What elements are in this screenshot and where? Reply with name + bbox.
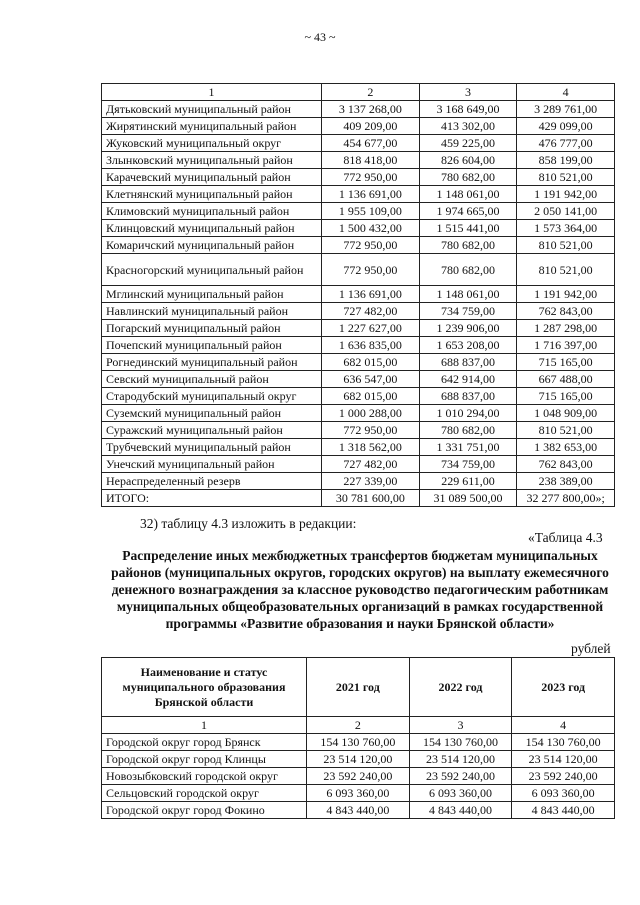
amount-cell: 772 950,00: [322, 169, 420, 186]
amount-cell: 23 592 240,00: [307, 768, 410, 785]
amount-cell: 818 418,00: [322, 152, 420, 169]
table-row: [102, 220, 615, 237]
municipality-name: Клинцовский муниципальный район: [102, 220, 322, 237]
column-number: 4: [517, 84, 615, 101]
table-row: [102, 490, 615, 507]
amount-cell: 1 955 109,00: [322, 203, 420, 220]
amount-cell: 3 289 761,00: [517, 101, 615, 118]
amount-cell: 154 130 760,00: [512, 734, 615, 751]
amount-cell: 23 514 120,00: [512, 751, 615, 768]
table-row: [102, 254, 615, 286]
amount-cell: 3 168 649,00: [419, 101, 517, 118]
amount-cell: 762 843,00: [517, 456, 615, 473]
amount-cell: 762 843,00: [517, 303, 615, 320]
amount-cell: 1 148 061,00: [419, 186, 517, 203]
amount-cell: 772 950,00: [322, 422, 420, 439]
municipality-name: Красногорский муниципальный район: [102, 254, 322, 286]
column-number: 3: [419, 84, 517, 101]
amount-cell: 727 482,00: [322, 303, 420, 320]
amount-cell: 810 521,00: [517, 237, 615, 254]
amount-cell: 1 500 432,00: [322, 220, 420, 237]
municipality-name: Городской округ город Фокино: [102, 802, 307, 819]
amount-cell: 826 604,00: [419, 152, 517, 169]
municipality-name: Рогнединский муниципальный район: [102, 354, 322, 371]
municipality-name: Трубчевский муниципальный район: [102, 439, 322, 456]
table-row: [102, 473, 615, 490]
table-row: [102, 118, 615, 135]
amount-cell: 476 777,00: [517, 135, 615, 152]
amount-cell: 682 015,00: [322, 388, 420, 405]
amount-cell: 6 093 360,00: [512, 785, 615, 802]
municipality-name: Суземский муниципальный район: [102, 405, 322, 422]
municipality-name: Стародубский муниципальный округ: [102, 388, 322, 405]
amount-cell: 772 950,00: [322, 254, 420, 286]
amount-cell: 1 191 942,00: [517, 286, 615, 303]
table-row: [102, 456, 615, 473]
instruction-text: 32) таблицу 4.3 изложить в редакции:: [140, 516, 357, 531]
municipality-name: Дятьковский муниципальный район: [102, 101, 322, 118]
municipality-name: Климовский муниципальный район: [102, 203, 322, 220]
municipality-name: Севский муниципальный район: [102, 371, 322, 388]
municipality-name: Погарский муниципальный район: [102, 320, 322, 337]
table-row: [102, 286, 615, 303]
table-row: [102, 337, 615, 354]
column-header: 2021 год: [307, 658, 410, 717]
municipality-name: Новозыбковский городской округ: [102, 768, 307, 785]
amount-cell: 154 130 760,00: [409, 734, 512, 751]
amount-cell: 780 682,00: [419, 254, 517, 286]
column-header: 2022 год: [409, 658, 512, 717]
amount-cell: 4 843 440,00: [307, 802, 410, 819]
amount-cell: 1 136 691,00: [322, 186, 420, 203]
amount-cell: 810 521,00: [517, 422, 615, 439]
amount-cell: 734 759,00: [419, 303, 517, 320]
table-row: [102, 405, 615, 422]
table-row: [102, 320, 615, 337]
table-row: [102, 802, 615, 819]
table-row: [102, 169, 615, 186]
amount-cell: 1 239 906,00: [419, 320, 517, 337]
column-number: 2: [322, 84, 420, 101]
amount-cell: 1 382 653,00: [517, 439, 615, 456]
amount-cell: 454 677,00: [322, 135, 420, 152]
table-row: [102, 303, 615, 320]
municipality-name: ИТОГО:: [102, 490, 322, 507]
amount-cell: 772 950,00: [322, 237, 420, 254]
column-number: 1: [102, 84, 322, 101]
amount-cell: 409 209,00: [322, 118, 420, 135]
amount-cell: 6 093 360,00: [307, 785, 410, 802]
amount-cell: 858 199,00: [517, 152, 615, 169]
municipality-name: Суражский муниципальный район: [102, 422, 322, 439]
amount-cell: 1 191 942,00: [517, 186, 615, 203]
amount-cell: 688 837,00: [419, 388, 517, 405]
amount-cell: 688 837,00: [419, 354, 517, 371]
amount-cell: 30 781 600,00: [322, 490, 420, 507]
amount-cell: 459 225,00: [419, 135, 517, 152]
table-allocation-continued: [101, 83, 615, 507]
amount-cell: 636 547,00: [322, 371, 420, 388]
column-number: 4: [512, 717, 615, 734]
amount-cell: 413 302,00: [419, 118, 517, 135]
column-header: Наименование и статус муниципального образования Брянской области: [102, 658, 307, 717]
amount-cell: 1 974 665,00: [419, 203, 517, 220]
table-row: [102, 237, 615, 254]
column-header: 2023 год: [512, 658, 615, 717]
table-row: [102, 422, 615, 439]
municipality-name: Жуковский муниципальный округ: [102, 135, 322, 152]
amount-cell: 667 488,00: [517, 371, 615, 388]
amount-cell: 810 521,00: [517, 254, 615, 286]
municipality-name: Жирятинский муниципальный район: [102, 118, 322, 135]
column-number: 3: [409, 717, 512, 734]
amount-cell: 1 136 691,00: [322, 286, 420, 303]
amount-cell: 1 010 294,00: [419, 405, 517, 422]
table-row: [102, 186, 615, 203]
column-number-row: [102, 717, 615, 734]
units-label: рублей: [571, 641, 611, 656]
page-number: ~ 43 ~: [304, 30, 336, 44]
table-row: [102, 152, 615, 169]
amount-cell: 23 592 240,00: [409, 768, 512, 785]
table-label: «Таблица 4.3: [528, 530, 603, 545]
table-row: [102, 101, 615, 118]
amount-cell: 810 521,00: [517, 169, 615, 186]
amount-cell: 229 611,00: [419, 473, 517, 490]
table-row: [102, 371, 615, 388]
amount-cell: 715 165,00: [517, 388, 615, 405]
municipality-name: Навлинский муниципальный район: [102, 303, 322, 320]
amount-cell: 4 843 440,00: [512, 802, 615, 819]
amount-cell: 1 148 061,00: [419, 286, 517, 303]
amount-cell: 780 682,00: [419, 237, 517, 254]
amount-cell: 31 089 500,00: [419, 490, 517, 507]
table-heading: Распределение иных межбюджетных трансфертов бюджетам муниципальных районов (муниципальных округов, городских округов) на выплату ежемесячного денежного вознаграждения за классное руководство педагогическим работникам муниципальных общеобразовательных организаций в рамках государственной программы «Развитие образования и науки Брянской области»: [111, 548, 609, 631]
amount-cell: 1 716 397,00: [517, 337, 615, 354]
table-row: [102, 751, 615, 768]
column-number: 1: [102, 717, 307, 734]
amount-cell: 780 682,00: [419, 422, 517, 439]
amount-cell: 682 015,00: [322, 354, 420, 371]
municipality-name: Городской округ город Клинцы: [102, 751, 307, 768]
amount-cell: 4 843 440,00: [409, 802, 512, 819]
amount-cell: 727 482,00: [322, 456, 420, 473]
amount-cell: 23 592 240,00: [512, 768, 615, 785]
table-row: [102, 439, 615, 456]
table-row: [102, 734, 615, 751]
amount-cell: 715 165,00: [517, 354, 615, 371]
municipality-name: Злынковский муниципальный район: [102, 152, 322, 169]
municipality-name: Мглинский муниципальный район: [102, 286, 322, 303]
table-header-row: [102, 84, 615, 101]
amount-cell: 1 318 562,00: [322, 439, 420, 456]
amount-cell: 1 636 835,00: [322, 337, 420, 354]
amount-cell: 642 914,00: [419, 371, 517, 388]
amount-cell: 734 759,00: [419, 456, 517, 473]
municipality-name: Клетнянский муниципальный район: [102, 186, 322, 203]
amount-cell: 1 227 627,00: [322, 320, 420, 337]
amount-cell: 1 287 298,00: [517, 320, 615, 337]
amount-cell: 227 339,00: [322, 473, 420, 490]
table-4-3: [101, 657, 615, 819]
amount-cell: 32 277 800,00»;: [517, 490, 615, 507]
table-row: [102, 135, 615, 152]
amount-cell: 23 514 120,00: [307, 751, 410, 768]
amount-cell: 1 573 364,00: [517, 220, 615, 237]
municipality-name: Унечский муниципальный район: [102, 456, 322, 473]
table-row: [102, 203, 615, 220]
column-number: 2: [307, 717, 410, 734]
amount-cell: 1 048 909,00: [517, 405, 615, 422]
amount-cell: 780 682,00: [419, 169, 517, 186]
amount-cell: 1 515 441,00: [419, 220, 517, 237]
amount-cell: 2 050 141,00: [517, 203, 615, 220]
amount-cell: 6 093 360,00: [409, 785, 512, 802]
amount-cell: 154 130 760,00: [307, 734, 410, 751]
municipality-name: Почепский муниципальный район: [102, 337, 322, 354]
table-row: [102, 354, 615, 371]
table-row: [102, 785, 615, 802]
table-header-row: [102, 658, 615, 717]
municipality-name: Городской округ город Брянск: [102, 734, 307, 751]
amount-cell: 1 653 208,00: [419, 337, 517, 354]
table-row: [102, 388, 615, 405]
amount-cell: 3 137 268,00: [322, 101, 420, 118]
municipality-name: Комаричский муниципальный район: [102, 237, 322, 254]
municipality-name: Нераспределенный резерв: [102, 473, 322, 490]
table-row: [102, 768, 615, 785]
amount-cell: 1 331 751,00: [419, 439, 517, 456]
municipality-name: Карачевский муниципальный район: [102, 169, 322, 186]
amount-cell: 238 389,00: [517, 473, 615, 490]
amount-cell: 429 099,00: [517, 118, 615, 135]
amount-cell: 1 000 288,00: [322, 405, 420, 422]
amount-cell: 23 514 120,00: [409, 751, 512, 768]
municipality-name: Сельцовский городской округ: [102, 785, 307, 802]
